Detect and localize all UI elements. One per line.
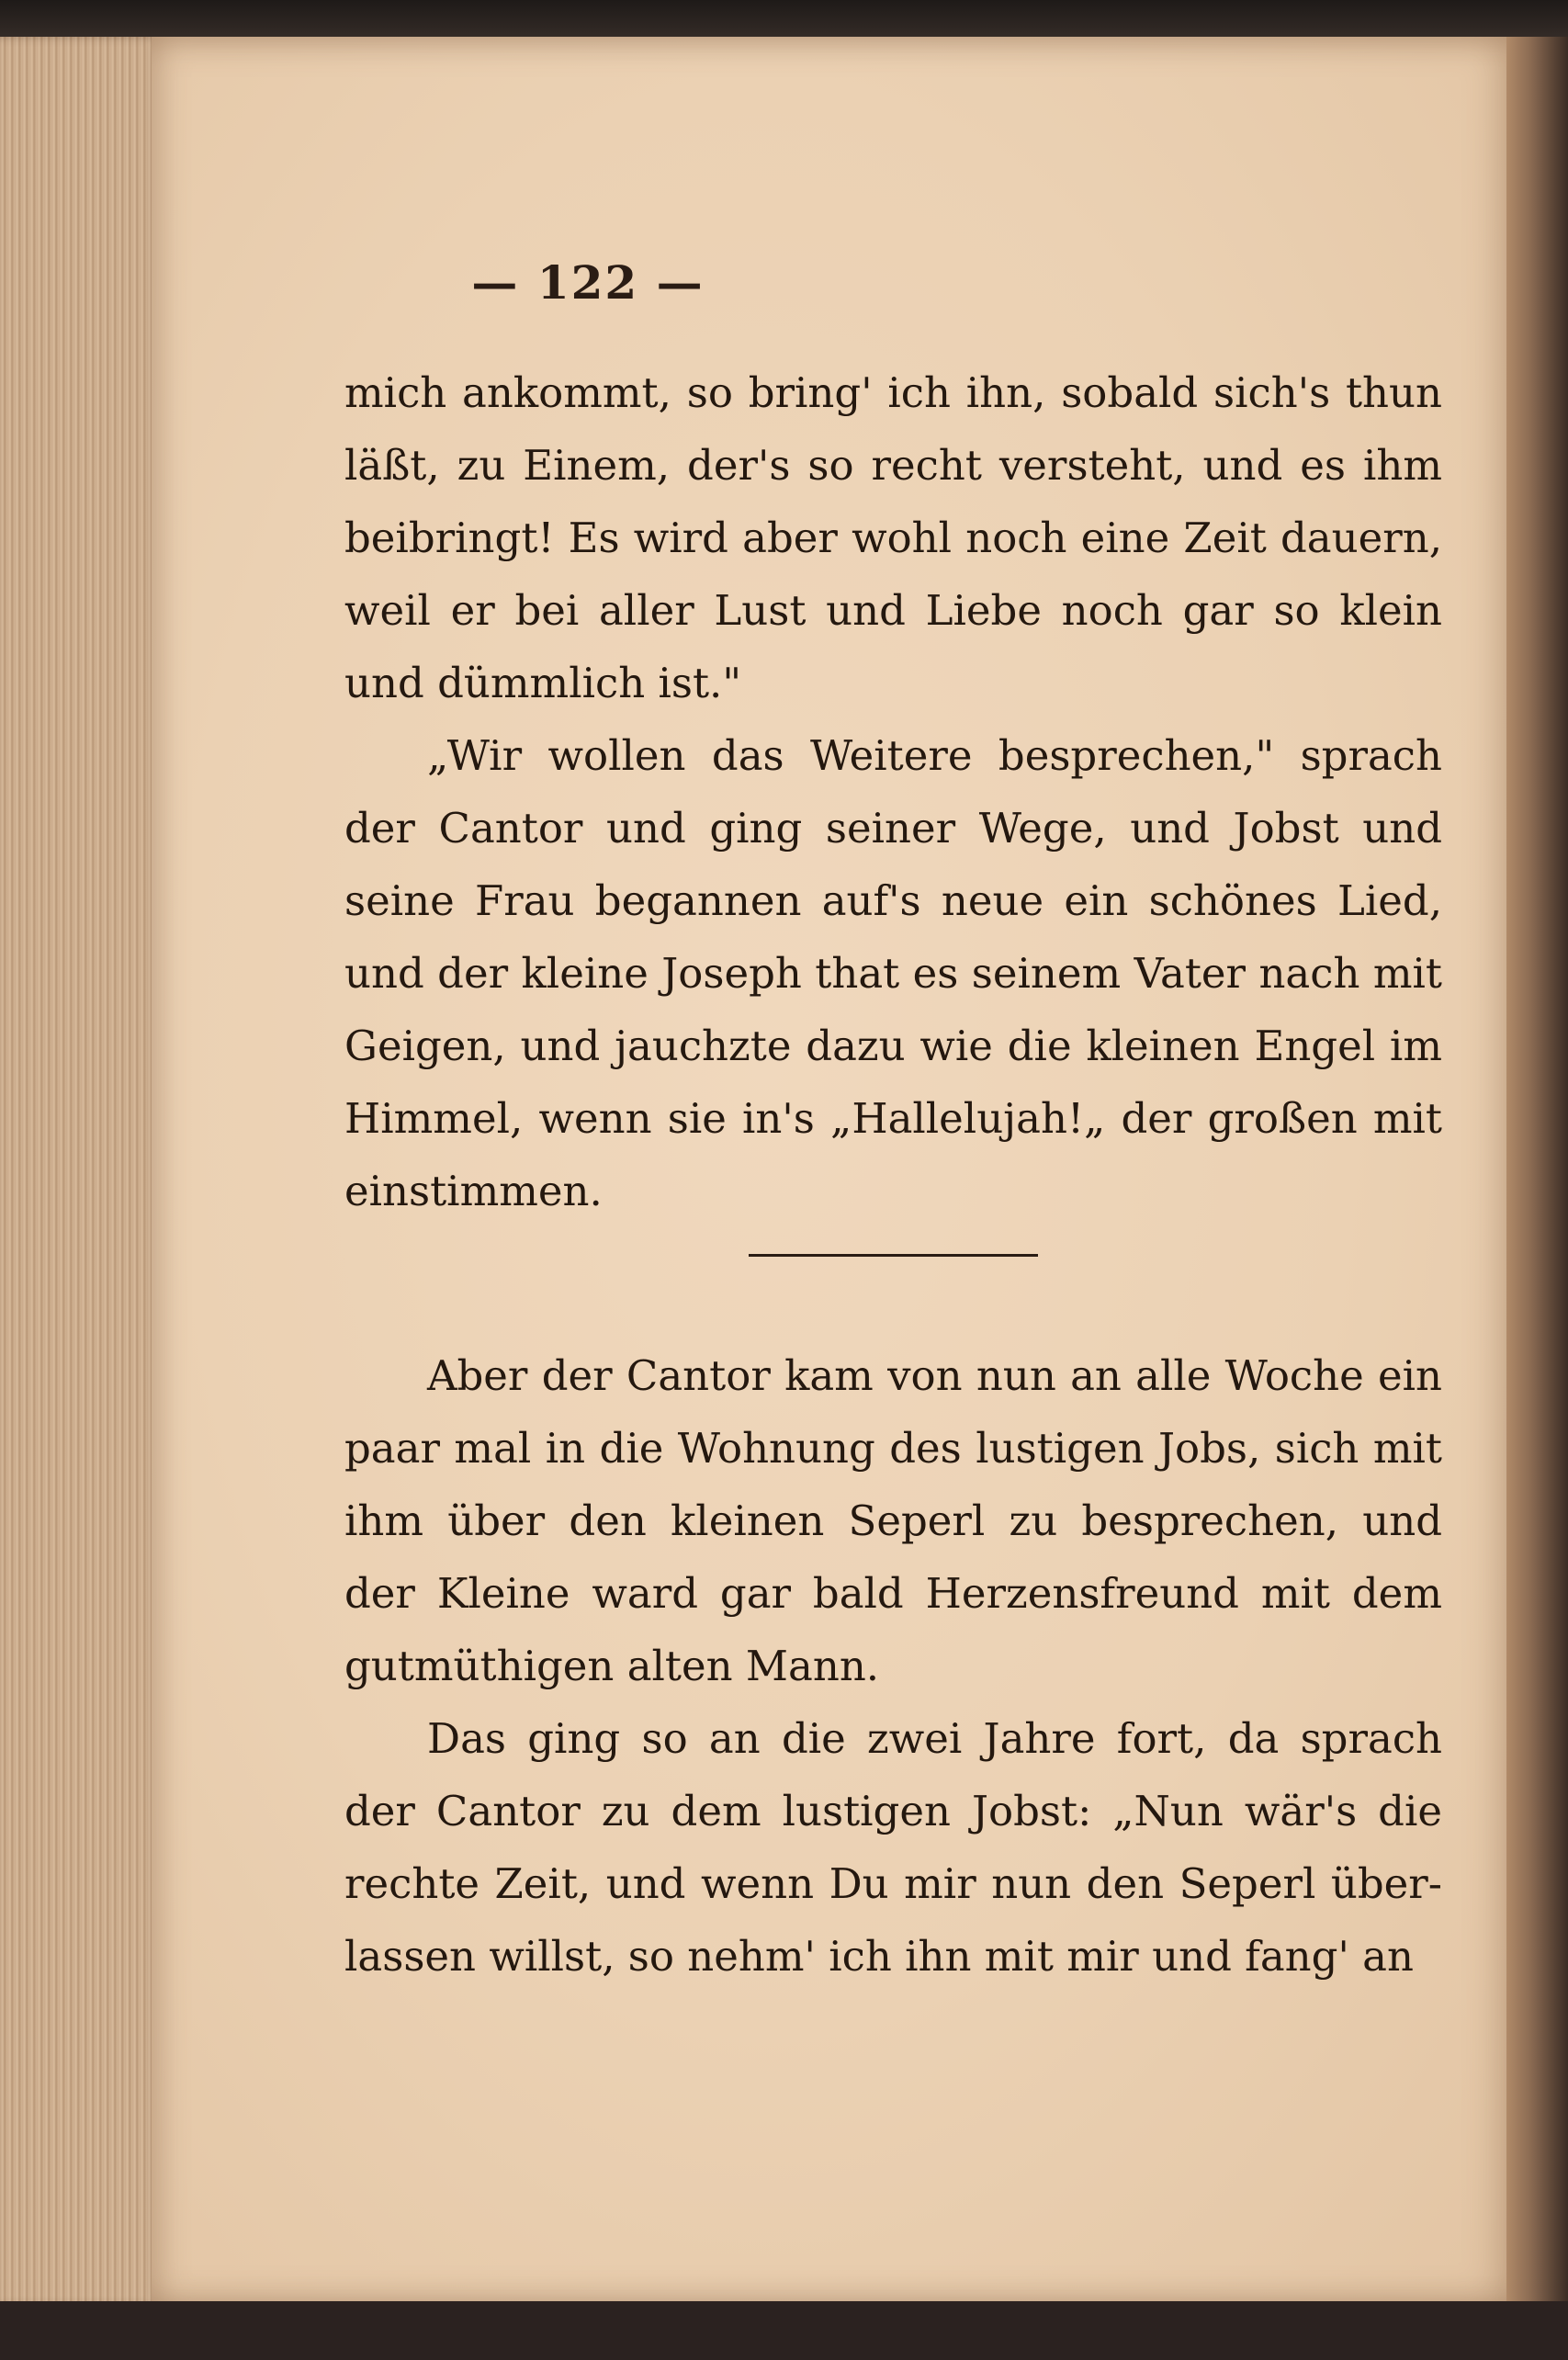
paragraph-4: Das ging so an die zwei Jahre fort, da sprach der Cantor zu dem lustigen Jobst: „Nun wär's die rechte Zeit, und wenn Du mir nun den Seperl über- lassen willst, so nehm' ich ihn mit mir und fang' an — [344, 1714, 1442, 1981]
paragraph-1: mich ankommt, so bring' ich ihn, sobald sich's thun läßt, zu Einem, der's so recht versteht, und es ihm beibringt! Es wird aber wohl noch eine Zeit dauern, weil er bei aller Lust und Liebe noch gar so klein und dümmlich ist." — [344, 368, 1442, 707]
page-number: — 122 — — [471, 255, 705, 310]
page-right-edge — [1506, 37, 1568, 2306]
bottom-background — [0, 2301, 1568, 2360]
paragraph-2: „Wir wollen das Weitere besprechen," sprach der Cantor und ging seiner Wege, und Jobst und seine Frau begannen auf's neue ein schönes Lied, und der kleine Joseph that es seinem Vater nach mit Geigen, und jauchzte dazu wie die kleinen Engel im Himmel, wenn sie in's „Hallelujah!„ der großen mit einstimmen. — [344, 731, 1442, 1215]
text-block-bottom — [344, 1339, 1442, 1993]
paragraph-3: Aber der Cantor kam von nun an alle Woche ein paar mal in die Wohnung des lustigen Jobs, sich mit ihm über den kleinen Seperl zu besprechen, und der Kleine ward gar bald Herzensfreund mit dem gutmüthigen alten Mann. — [344, 1351, 1442, 1690]
section-divider — [749, 1254, 1038, 1257]
text-block-top — [344, 356, 1442, 1227]
page-edges-stack — [0, 37, 161, 2306]
